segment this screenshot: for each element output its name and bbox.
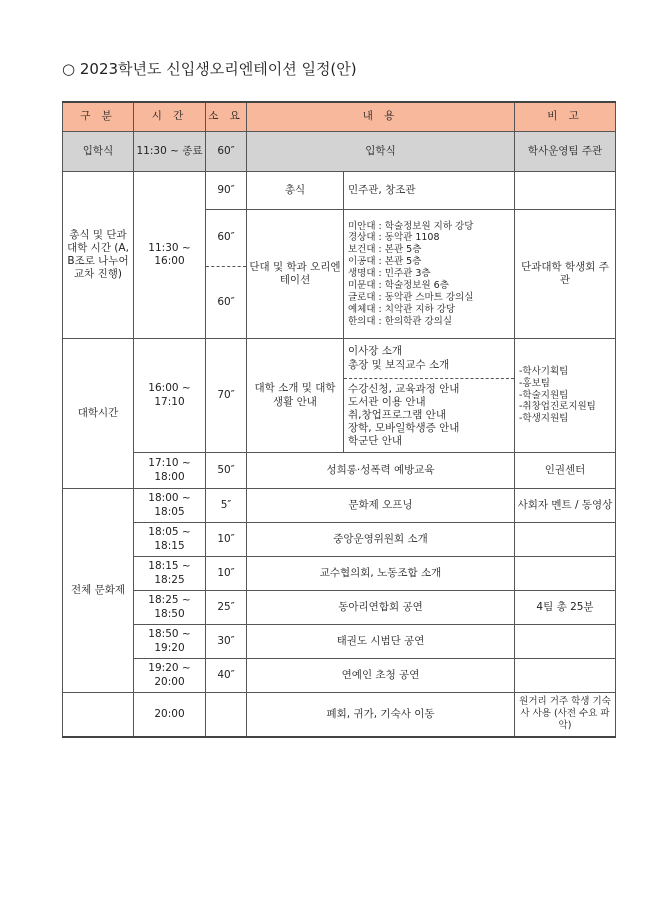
list-item: 예체대 : 치악관 지하 강당 [348, 303, 456, 315]
time-cell: 11:30 ~ 16:00 [134, 172, 206, 339]
time-cell: 19:20 ~ 20:00 [134, 659, 206, 693]
note-cell: 사회자 멘트 / 동영상 [515, 489, 616, 523]
list-item: 총장 및 보직교수 소개 [348, 358, 450, 371]
content-cell: 성희롱·성폭력 예방교육 [247, 453, 515, 489]
university-items-bottom-cell [344, 379, 515, 453]
duration-cell: 10″ [206, 523, 247, 557]
duration-cell [206, 693, 247, 737]
duration-cell: 25″ [206, 591, 247, 625]
time-cell: 18:00 ~ 18:05 [134, 489, 206, 523]
college-places-cell [344, 210, 515, 339]
header-time: 시 간 [134, 102, 206, 132]
section-cell: 대학시간 [63, 339, 134, 489]
table-row [63, 557, 616, 591]
list-item: 미문대 : 학술정보원 6층 [348, 279, 449, 291]
time-cell: 20:00 [134, 693, 206, 737]
header-content: 내 용 [247, 102, 515, 132]
section-cell: 전체 문화제 [63, 489, 134, 693]
duration-cell: 30″ [206, 625, 247, 659]
note-cell [515, 557, 616, 591]
content-cell: 중앙운영위원회 소개 [247, 523, 515, 557]
note-cell [515, 172, 616, 210]
content-cell: 문화제 오프닝 [247, 489, 515, 523]
list-item: 도서관 이용 안내 [348, 395, 426, 408]
duration-cell: 10″ [206, 557, 247, 591]
table-row [63, 339, 616, 379]
list-item: -학사기획팀 [519, 365, 569, 377]
header-note: 비 고 [515, 102, 616, 132]
duration-cell: 5″ [206, 489, 247, 523]
university-items-top-cell [344, 339, 515, 379]
list-item: 보건대 : 본관 5층 [348, 244, 422, 256]
note-cell: 원거리 거주 학생 기숙사 사용 (사전 수요 파악) [515, 693, 616, 737]
header-duration: 소 요 [206, 102, 247, 132]
duration-cell: 40″ [206, 659, 247, 693]
list-item: -학술지원팀 [519, 389, 569, 401]
content-label-cell: 총식 [247, 172, 344, 210]
table-row [63, 591, 616, 625]
section-cell [63, 693, 134, 737]
duration-cell: 60″ [206, 210, 247, 267]
list-item: 이공대 : 본관 5층 [348, 256, 422, 268]
list-item: 미안대 : 학술정보원 지하 강당 [348, 220, 474, 232]
table-row [63, 489, 616, 523]
time-cell: 16:00 ~ 17:10 [134, 339, 206, 453]
note-cell: 단과대학 학생회 주관 [515, 210, 616, 339]
time-cell: 18:50 ~ 19:20 [134, 625, 206, 659]
table-row [63, 693, 616, 737]
list-item: -학생지원팀 [519, 413, 569, 425]
note-cell: 학사운영팀 주관 [515, 132, 616, 172]
time-cell: 18:05 ~ 18:15 [134, 523, 206, 557]
list-item: -홍보팀 [519, 377, 550, 389]
list-item: 수강신청, 교육과정 안내 [348, 382, 460, 395]
time-cell: 11:30 ~ 종료 [134, 132, 206, 172]
section-cell: 입학식 [63, 132, 134, 172]
note-cell [515, 339, 616, 453]
content-place-cell: 민주관, 창조관 [344, 172, 515, 210]
duration-cell: 60″ [206, 267, 247, 339]
note-cell: 4팀 총 25분 [515, 591, 616, 625]
time-cell: 18:15 ~ 18:25 [134, 557, 206, 591]
content-cell: 폐회, 귀가, 기숙사 이동 [247, 693, 515, 737]
duration-cell: 60″ [206, 132, 247, 172]
content-label-cell: 대학 소개 및 대학 생활 안내 [247, 339, 344, 453]
page-title: ○ 2023학년도 신입생오리엔테이션 일정(안) [62, 60, 357, 78]
content-cell: 연예인 초청 공연 [247, 659, 515, 693]
duration-cell: 90″ [206, 172, 247, 210]
duration-cell: 50″ [206, 453, 247, 489]
list-item: 장학, 모바일학생증 안내 [348, 422, 460, 435]
content-cell: 입학식 [247, 132, 515, 172]
table-row [63, 172, 616, 210]
note-cell [515, 625, 616, 659]
note-cell [515, 523, 616, 557]
table-row [63, 523, 616, 557]
table-row [63, 453, 616, 489]
content-cell: 태권도 시범단 공연 [247, 625, 515, 659]
list-item: -취창업진로지원팀 [519, 401, 596, 413]
duration-cell: 70″ [206, 339, 247, 453]
list-item: 학군단 안내 [348, 435, 403, 448]
list-item: 글로대 : 동악관 스마트 강의실 [348, 291, 474, 303]
table-row [63, 132, 616, 172]
content-cell: 동아리연합회 공연 [247, 591, 515, 625]
list-item: 생명대 : 민주관 3층 [348, 268, 431, 280]
section-cell: 총식 및 단과대학 시간 (A, B조로 나누어 교차 진행) [63, 172, 134, 339]
list-item: 경상대 : 동악관 1108 [348, 232, 440, 244]
note-cell [515, 659, 616, 693]
content-cell: 교수협의회, 노동조합 소개 [247, 557, 515, 591]
time-cell: 18:25 ~ 18:50 [134, 591, 206, 625]
table-row [63, 625, 616, 659]
content-label-cell: 단대 및 학과 오리엔테이션 [247, 210, 344, 339]
list-item: 한의대 : 한의학관 강의실 [348, 315, 453, 327]
list-item: 이사장 소개 [348, 345, 403, 358]
table-row [63, 659, 616, 693]
header-section: 구 분 [63, 102, 134, 132]
table-header-row [63, 102, 616, 132]
list-item: 취,창업프로그램 안내 [348, 408, 446, 421]
time-cell: 17:10 ~ 18:00 [134, 453, 206, 489]
note-cell: 인권센터 [515, 453, 616, 489]
schedule-table [62, 101, 616, 738]
